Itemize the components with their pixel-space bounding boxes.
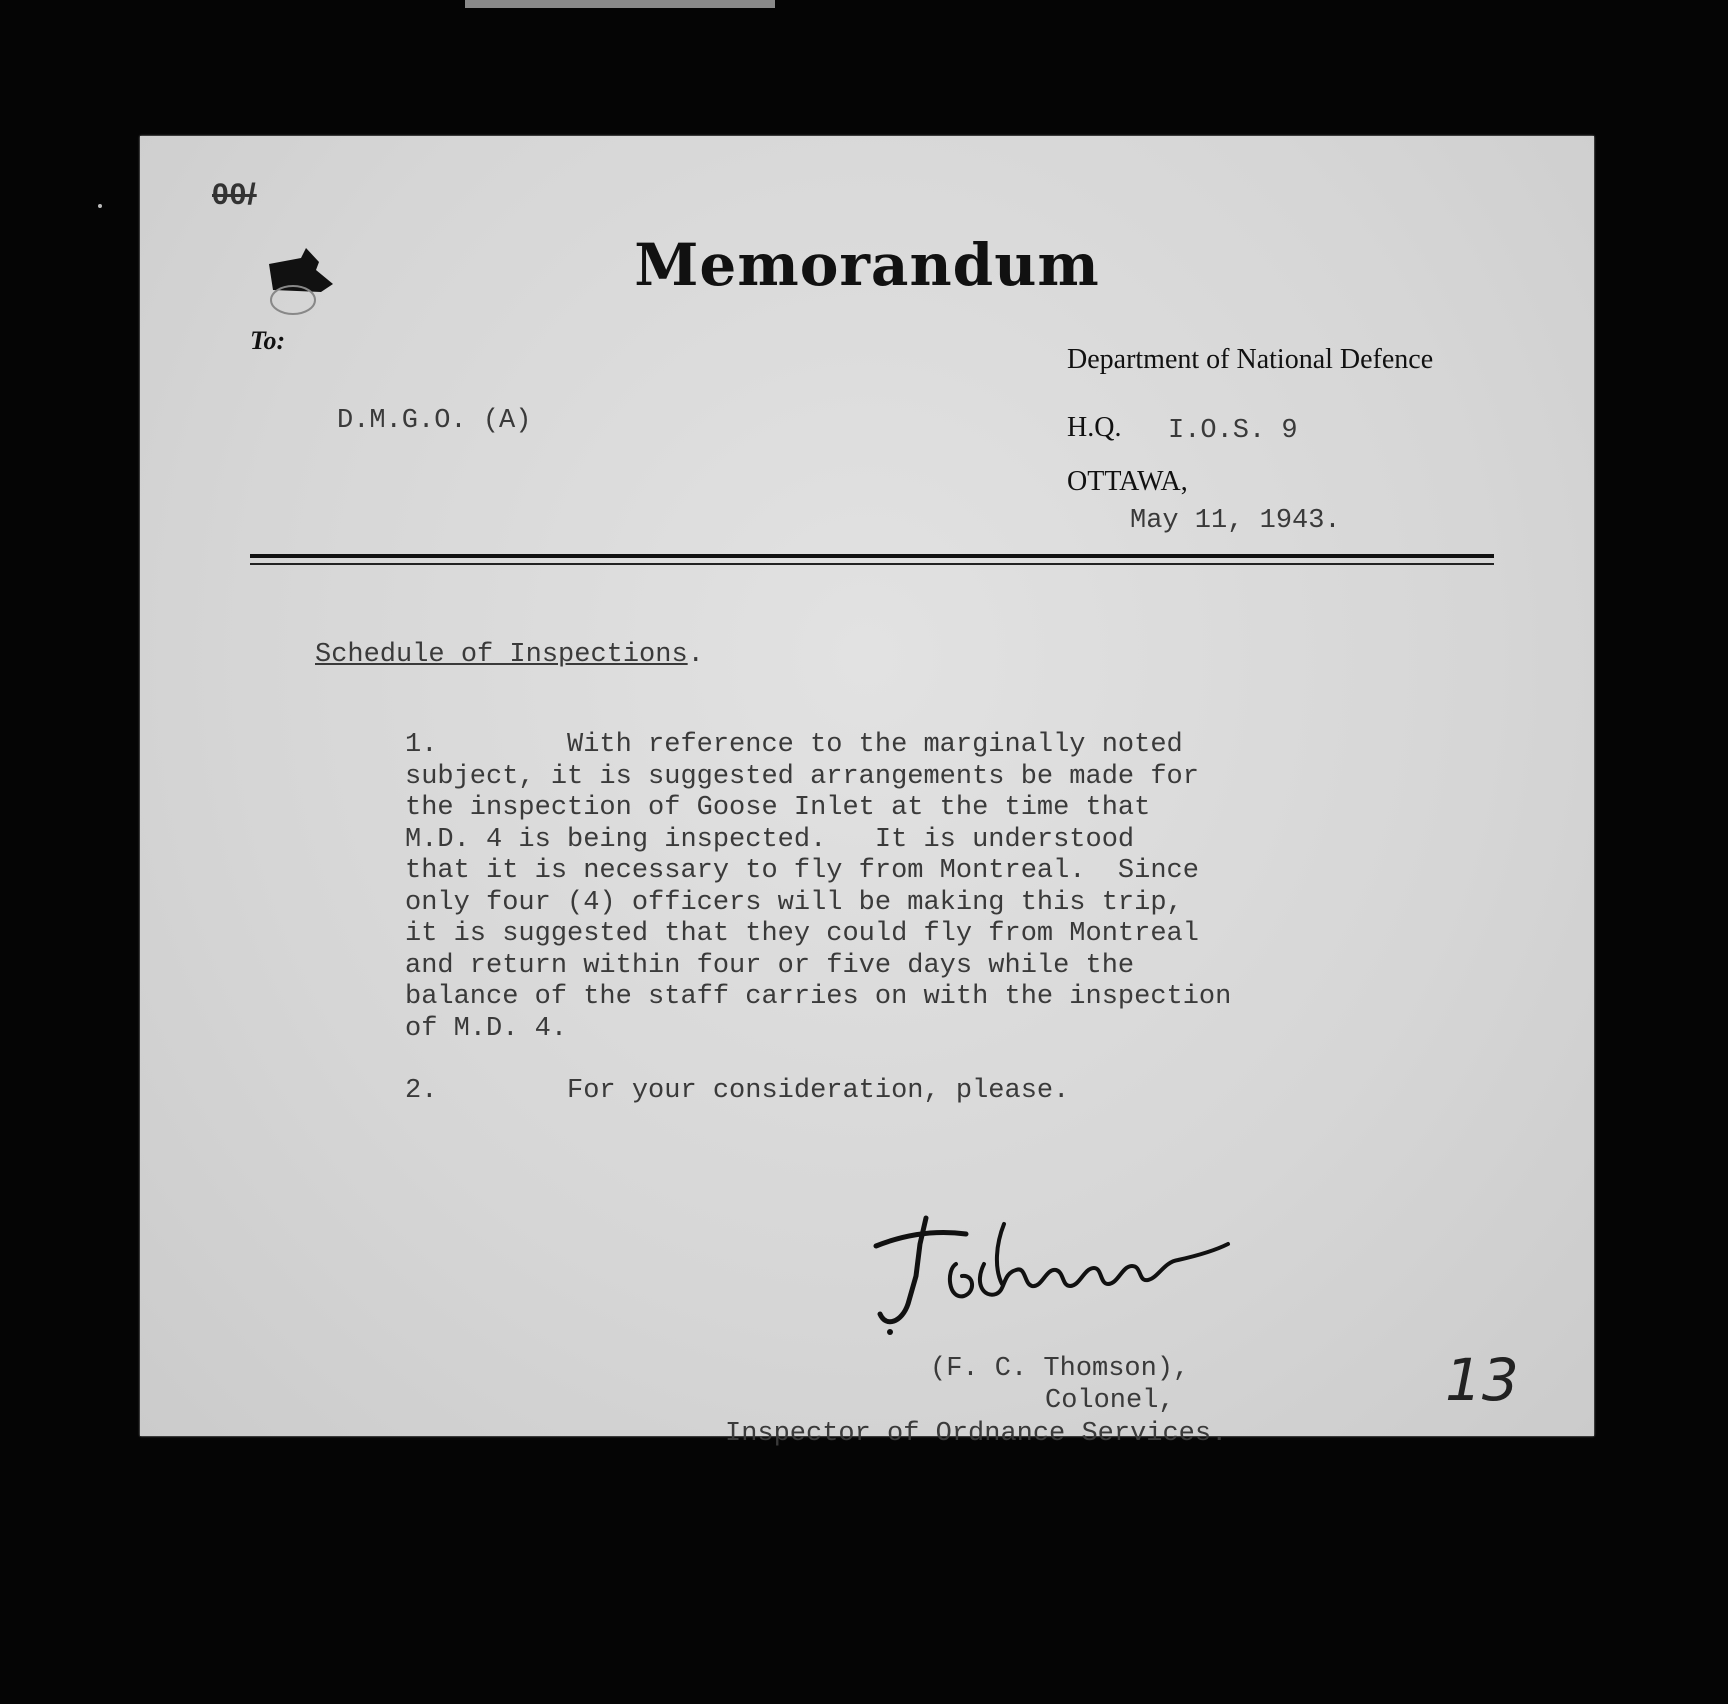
scan-edge-strip — [465, 0, 775, 8]
header-divider-thick — [250, 554, 1494, 558]
paragraph-2: 2. For your consideration, please. — [405, 1076, 1070, 1106]
to-label: To: — [250, 326, 286, 355]
city: OTTAWA, — [1067, 466, 1188, 497]
paragraph-1: 1. With reference to the marginally noted subject, it is suggested arrangements be made for the inspection of Goose Inlet at the time that M.D. 4 is being inspected. It is understood that it is necessary to fly from Montreal. Since only four (4) officers will be making this trip, it is suggested that they could fly from Montreal and return within four or five days while the balance of the staff carries on with the inspection of M.D. 4. — [405, 730, 1232, 1044]
handwritten-signature — [840, 1186, 1236, 1367]
signatory-title: Inspector of Ordnance Services. — [725, 1419, 1228, 1449]
signatory-rank: Colonel, — [1045, 1386, 1175, 1416]
page-number: 13 — [1445, 1346, 1519, 1414]
signatory-name: (F. C. Thomson), — [930, 1354, 1190, 1384]
recipient: D.M.G.O. (A) — [337, 406, 532, 436]
hq-reference: I.O.S. 9 — [1168, 416, 1298, 446]
department-name: Department of National Defence — [1067, 344, 1434, 375]
header-divider-thin — [250, 563, 1494, 565]
memo-date: May 11, 1943. — [1130, 506, 1341, 536]
subject-text: Schedule of Inspections — [315, 640, 688, 670]
subject-line — [315, 640, 704, 670]
hq-label: H.Q. — [1067, 412, 1122, 443]
file-code: 00/ — [212, 178, 257, 211]
subject-suffix: . — [687, 640, 704, 670]
memo-title: Memorandum — [634, 231, 1100, 299]
scan-speck — [98, 204, 102, 208]
memo-sheet — [140, 136, 1594, 1449]
